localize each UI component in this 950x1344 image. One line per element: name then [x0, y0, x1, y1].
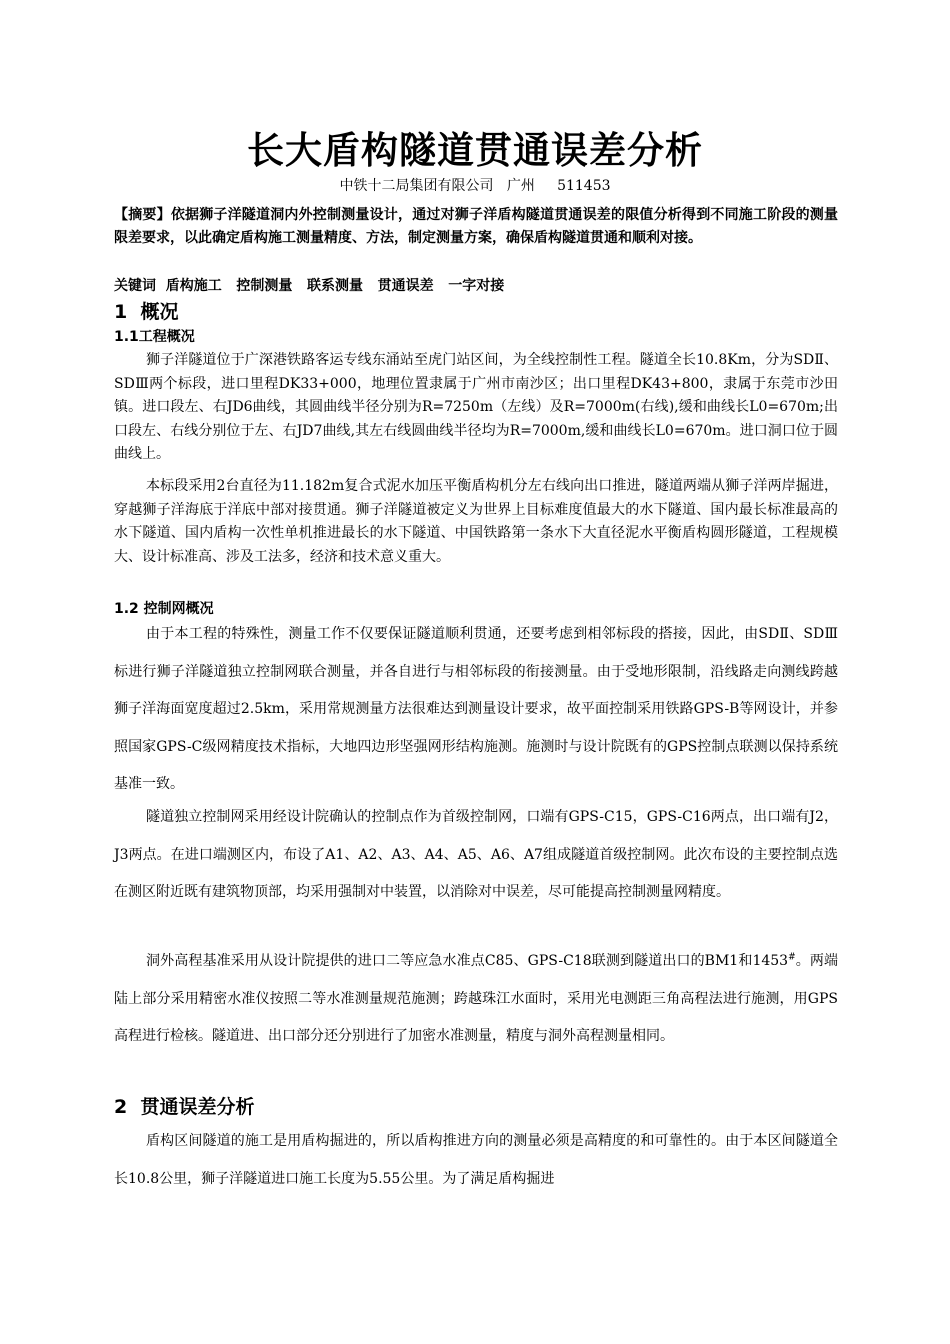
section-1-1-paragraph-2: 本标段采用2台直径为11.182m复合式泥水加压平衡盾构机分左右线向出口推进，隧道两端从狮子洋两岸掘进，穿越狮子洋海底于洋底中部对接贯通。狮子洋隧道被定义为世界上目标难度值最大的水下隧道、国内最长标准最高的水下隧道、国内盾构一次性单机推进最长的水下隧道、中国铁路第一条水下大直径泥水平衡盾构圆形隧道，工程规模大、设计标准高、涉及工法多，经济和技术意义重大。: [114, 478, 838, 565]
paragraph-3-text-b: 。两端陆上部分采用精密水准仪按照二等水准测量规范施测；跨越珠江水面时，采用光电测距三角高程法进行施测，用GPS高程进行检核。隧道进、出口部分还分别进行了加密水准测量，精度与洞外高程测量相同。: [114, 953, 839, 1044]
keywords: [114, 276, 838, 296]
section-1-2-paragraph-3: [114, 943, 838, 1056]
superscript-mark: #: [788, 952, 796, 963]
abstract-label: 【摘要】: [114, 207, 171, 223]
abstract-text: 依据狮子洋隧道洞内外控制测量设计，通过对狮子洋盾构隧道贯通误差的限值分析得到不同施工阶段的测量限差要求，以此确定盾构施工测量精度、方法，制定测量方案，确保盾构隧道贯通和顺利对接。: [114, 207, 839, 246]
section-1-2-heading: 1.2 控制网概况: [114, 601, 214, 617]
section-1-2-paragraph-1: 由于本工程的特殊性，测量工作不仅要保证隧道顺利贯通，还要考虑到相邻标段的搭接，因此，由SDⅡ、SDⅢ标进行狮子洋隧道独立控制网联合测量，并各自进行与相邻标段的衔接测量。由于受地形限制，沿线路走向测线跨越狮子洋海面宽度超过2.5km，采用常规测量方法很难达到测量设计要求，故平面控制采用铁路GPS-B等网设计，并参照国家GPS-C级网精度技术指标，大地四边形坚强网形结构施测。施测时与设计院既有的GPS控制点联测以保持系统基准一致。: [114, 626, 838, 792]
author-affiliation: 中铁十二局集团有限公司 广州 511453: [339, 178, 611, 194]
section-2-paragraph-1: 盾构区间隧道的施工是用盾构掘进的，所以盾构推进方向的测量必须是高精度的和可靠性的。由于本区间隧道全长10.8公里，狮子洋隧道进口施工长度为5.55公里。为了满足盾构掘进: [114, 1133, 838, 1187]
keywords-label: 关键词: [114, 278, 156, 294]
paper-title: 长大盾构隧道贯通误差分析: [247, 129, 703, 172]
section-1-2-paragraph-2: 隧道独立控制网采用经设计院确认的控制点作为首级控制网，口端有GPS-C15，GPS-C16两点，出口端有J2，J3两点。在进口端测区内，布设了A1、A2、A3、A4、A5、A6、A7组成隧道首级控制网。此次布设的主要控制点选在测区附近既有建筑物顶部，均采用强制对中装置，以消除对中误差，尽可能提高控制测量网精度。: [114, 809, 838, 900]
paragraph-3-text-a: 洞外高程基准采用从设计院提供的进口二等应急水准点C85、GPS-C18联测到隧道出口的BM1和1453: [146, 953, 789, 969]
section-2-heading: 2 贯通误差分析: [114, 1096, 255, 1118]
section-1-1-paragraph-1: 狮子洋隧道位于广深港铁路客运专线东涌站至虎门站区间，为全线控制性工程。隧道全长10.8Km，分为SDⅡ、SDⅢ两个标段，进口里程DK33+000，地理位置隶属于广州市南沙区；出口里程DK43+800，隶属于东莞市沙田镇。进口段左、右JD6曲线，其圆曲线半径分别为R=7250m（左线）及R=7000m(右线),缓和曲线长L0=670m;出口段左、右线分别位于左、右JD7曲线,其左右线圆曲线半径均为R=7000m,缓和曲线长L0=670m。进口洞口位于圆曲线上。: [114, 352, 838, 462]
section-1-heading: 1 概况: [114, 301, 179, 323]
keywords-text: 盾构施工 控制测量 联系测量 贯通误差 一字对接: [156, 278, 505, 294]
abstract: [114, 204, 838, 250]
section-1-1-heading: 1.1工程概况: [114, 329, 195, 345]
